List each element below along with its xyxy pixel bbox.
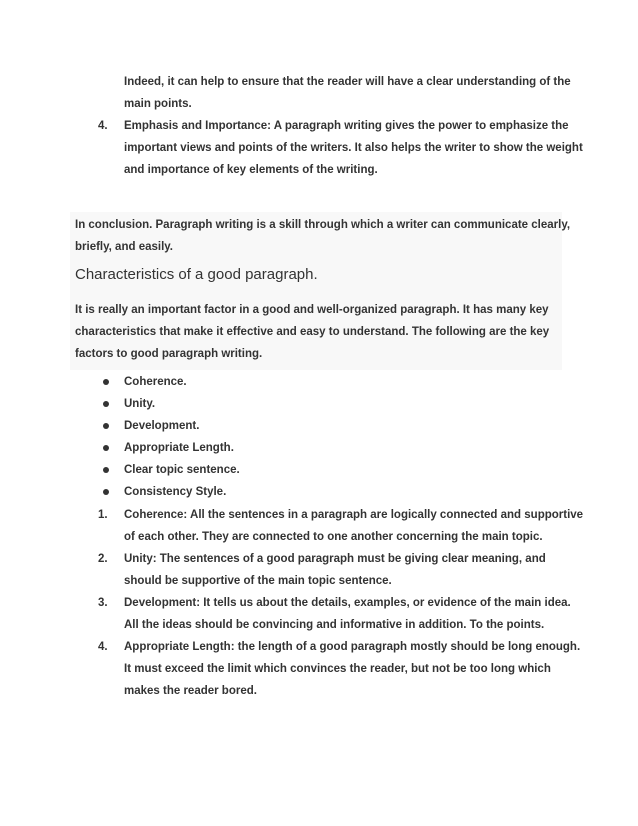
bullet-text: Development.	[124, 420, 200, 432]
list-item-body	[124, 504, 584, 548]
list-item-number: 2.	[98, 553, 108, 565]
bullet-dot-icon	[103, 467, 109, 473]
section-intro-paragraph	[75, 299, 565, 365]
bullet-dot-icon	[103, 423, 109, 429]
bullet-text: Clear topic sentence.	[124, 464, 240, 476]
list-item-line: Unity: The sentences of a good paragraph must be giving clear meaning, and	[124, 553, 546, 565]
intro-continuation-line-2: main points.	[124, 98, 192, 110]
bullet-item	[0, 459, 638, 481]
bullet-text: Coherence.	[124, 376, 187, 388]
list-item-body	[124, 636, 581, 702]
bullet-item	[0, 481, 638, 503]
bullet-text: Unity.	[124, 398, 156, 410]
bullet-dot-icon	[103, 445, 109, 451]
list-item-line: Emphasis and Importance: A paragraph writing gives the power to emphasize the	[124, 120, 569, 132]
section-intro-line: characteristics that make it effective and easy to understand. The following are the key	[75, 326, 550, 338]
bullet-item	[0, 371, 638, 393]
conclusion-line: In conclusion. Paragraph writing is a skill through which a writer can communicate clearly,	[75, 219, 571, 231]
bullet-dot-icon	[103, 489, 109, 495]
list-item-body	[124, 115, 583, 181]
list-item-line: makes the reader bored.	[124, 685, 257, 697]
bullet-item	[0, 393, 638, 415]
list-item-body	[124, 592, 574, 636]
list-item-line: of each other. They are connected to one another concerning the main topic.	[124, 531, 543, 543]
list-item-number: 3.	[98, 597, 108, 609]
list-item-line: Development: It tells us about the details, examples, or evidence of the main idea.	[124, 597, 571, 609]
list-item-number: 4.	[98, 641, 108, 653]
bullet-dot-icon	[103, 379, 109, 385]
conclusion-line: briefly, and easily.	[75, 241, 174, 253]
list-item-number: 4.	[98, 120, 108, 132]
bullet-text: Consistency Style.	[124, 486, 227, 498]
conclusion-paragraph	[75, 214, 571, 258]
bullet-text: Appropriate Length.	[124, 442, 234, 454]
list-item-body	[124, 548, 574, 592]
list-item-line: should be supportive of the main topic sentence.	[124, 575, 392, 587]
list-item-line: Appropriate Length: the length of a good paragraph mostly should be long enough.	[124, 641, 581, 653]
list-item-number: 1.	[98, 509, 108, 521]
list-item-line: important views and points of the writers. It also helps the writer to show the weight	[124, 142, 583, 154]
bullet-item	[0, 437, 638, 459]
intro-continuation-line-1: Indeed, it can help to ensure that the reader will have a clear understanding of the	[124, 76, 571, 88]
list-item-line: Coherence: All the sentences in a paragraph are logically connected and supportive	[124, 509, 584, 521]
list-item-line: All the ideas should be convincing and informative in addition. To the points.	[124, 619, 545, 631]
bullet-item	[0, 415, 638, 437]
section-intro-line: factors to good paragraph writing.	[75, 348, 263, 360]
section-heading: Characteristics of a good paragraph.	[75, 266, 318, 283]
bullet-dot-icon	[103, 401, 109, 407]
list-item-line: and importance of key elements of the writing.	[124, 164, 378, 176]
list-item-line: It must exceed the limit which convinces the reader, but not be too long which	[124, 663, 551, 675]
section-intro-line: It is really an important factor in a good and well-organized paragraph. It has many key	[75, 304, 549, 316]
